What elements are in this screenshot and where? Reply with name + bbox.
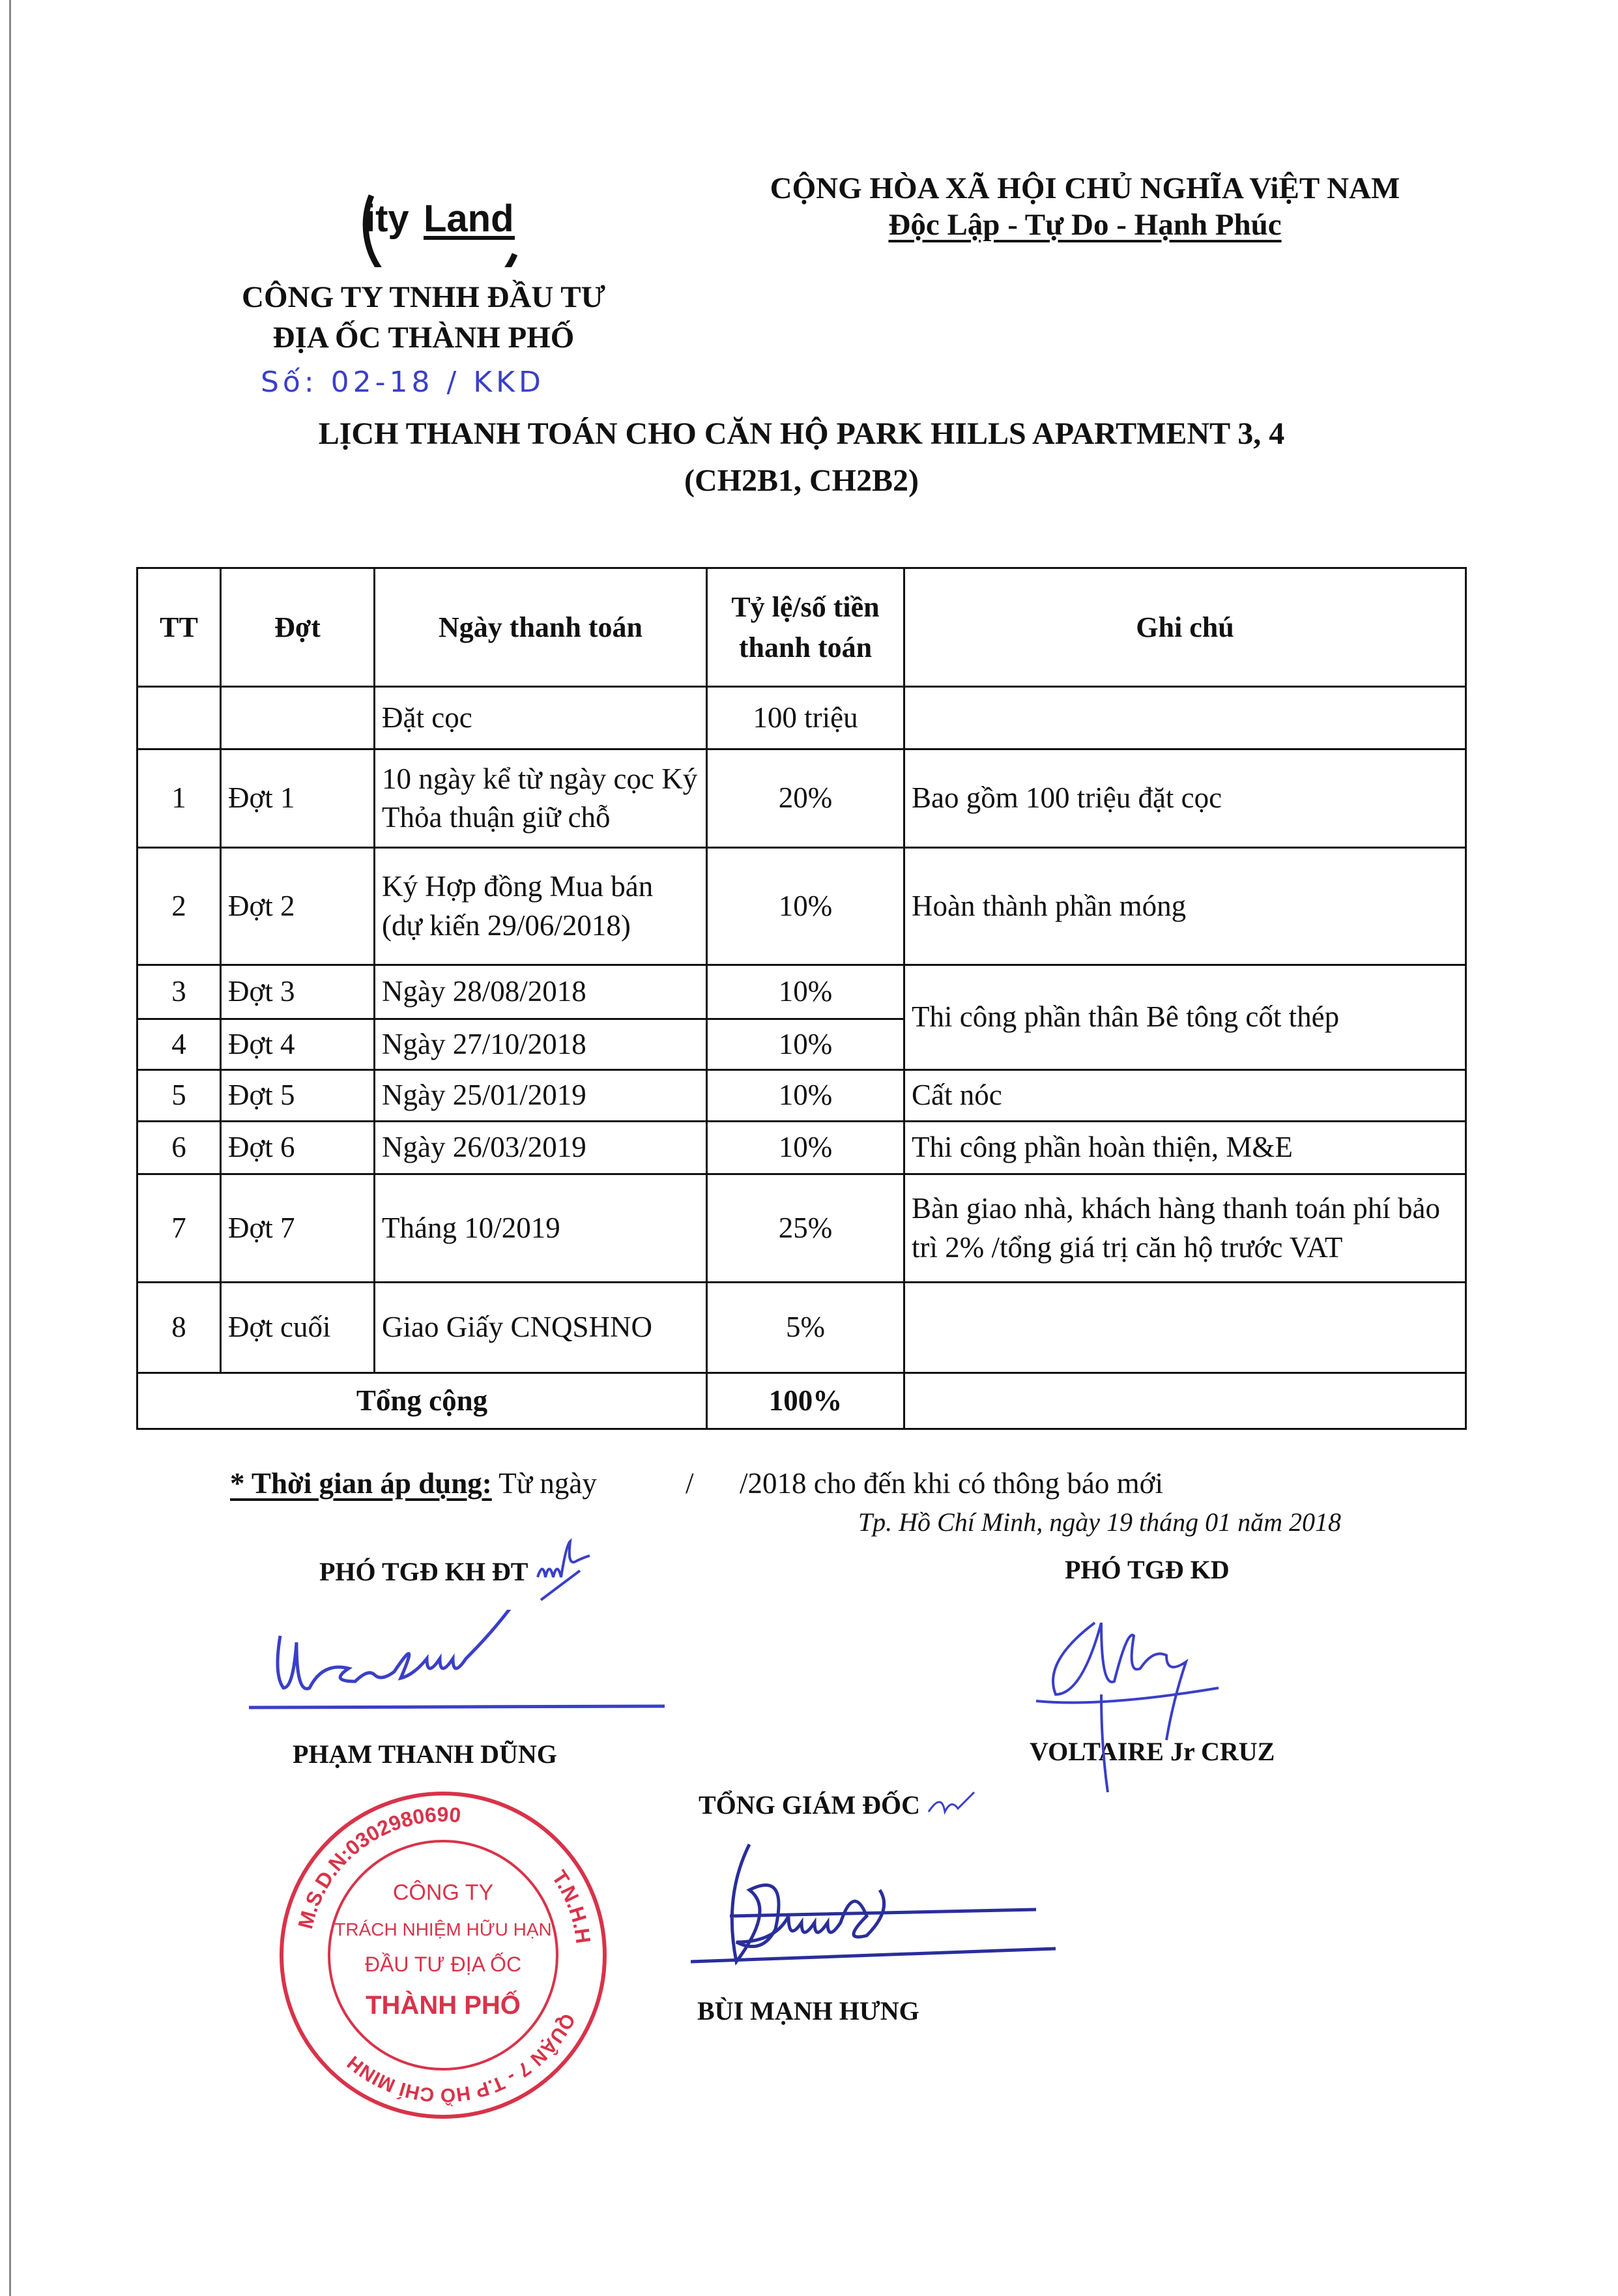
svg-text:Land: Land bbox=[424, 197, 514, 240]
cell-ty-le: 10% bbox=[707, 848, 904, 965]
apply-rest: /2018 cho đến khi có thông báo mới bbox=[740, 1467, 1163, 1500]
cell-ty-le: 10% bbox=[707, 1122, 904, 1174]
signature-pham-thanh-dung bbox=[241, 1610, 671, 1721]
header-ghi-chu: Ghi chú bbox=[904, 568, 1466, 687]
cell-ghi-chu: Thi công phần thân Bê tông cốt thép bbox=[904, 965, 1466, 1070]
cell-ty-le: 10% bbox=[707, 965, 904, 1019]
cell-ghi-chu bbox=[904, 1283, 1466, 1373]
cell-ty-le: 10% bbox=[707, 1019, 904, 1070]
table-row bbox=[137, 848, 1466, 965]
header-tt: TT bbox=[137, 568, 221, 687]
cell-dot: Đợt 6 bbox=[221, 1122, 375, 1174]
cell-ty-le: 5% bbox=[707, 1283, 904, 1373]
table-row bbox=[137, 749, 1466, 848]
cell-dot: Đợt 7 bbox=[221, 1174, 375, 1283]
cell-tt: 2 bbox=[137, 848, 221, 965]
right-signatory-name: VOLTAIRE Jr CRUZ bbox=[1030, 1737, 1275, 1766]
table-total-row bbox=[137, 1373, 1466, 1429]
cell-tt bbox=[137, 687, 221, 749]
cell-ngay: Ngày 27/10/2018 bbox=[375, 1019, 707, 1070]
cell-ty-le: 20% bbox=[707, 749, 904, 848]
cell-ngay: 10 ngày kể từ ngày cọc Ký Thỏa thuận giữ chỗ bbox=[375, 749, 707, 848]
table-row bbox=[137, 965, 1466, 1019]
cell-ngay: Ký Hợp đồng Mua bán (dự kiến 29/06/2018) bbox=[375, 848, 707, 965]
document-number: Số: 02-18 / KKD bbox=[261, 366, 545, 399]
cell-tt: 4 bbox=[137, 1019, 221, 1070]
cell-dot: Đợt 1 bbox=[221, 749, 375, 848]
left-signatory-title: PHÓ TGĐ KH ĐT bbox=[319, 1557, 528, 1586]
national-motto: Độc Lập - Tự Do - Hạnh Phúc bbox=[888, 208, 1282, 242]
header-dot: Đợt bbox=[221, 568, 375, 687]
header-ty-le: Tỷ lệ/số tiền thanh toán bbox=[707, 568, 904, 687]
initials-signature-center bbox=[925, 1786, 977, 1825]
scan-edge bbox=[9, 0, 11, 2296]
signature-voltaire-cruz bbox=[1023, 1610, 1251, 1805]
company-line2: ĐỊA ỐC THÀNH PHỐ bbox=[272, 321, 575, 355]
total-note bbox=[904, 1373, 1466, 1429]
company-name bbox=[195, 277, 652, 358]
svg-text:M.S.D.N:0302980690 bbox=[293, 1803, 462, 1931]
apply-slash: / bbox=[686, 1467, 694, 1500]
table-row bbox=[137, 1283, 1466, 1373]
right-signatory-title: PHÓ TGĐ KD bbox=[1065, 1555, 1230, 1584]
title-line1: LỊCH THANH TOÁN CHO CĂN HỘ PARK HILLS APARTMENT 3, 4 bbox=[318, 416, 1285, 451]
stamp-ring-bottom: QUẬN 7 - T.P HỒ CHÍ MINH bbox=[343, 2010, 579, 2106]
cell-ghi-chu: Bàn giao nhà, khách hàng thanh toán phí bảo trì 2% /tổng giá trị căn hộ trước VAT bbox=[904, 1174, 1466, 1283]
cell-ngay: Ngày 25/01/2019 bbox=[375, 1070, 707, 1122]
cityland-logo bbox=[332, 182, 528, 267]
company-stamp bbox=[274, 1786, 613, 2125]
apply-from: Từ ngày bbox=[498, 1467, 597, 1500]
svg-text:QUẬN 7 - T.P HỒ CHÍ MINH bbox=[343, 2010, 579, 2106]
company-line1: CÔNG TY TNHH ĐẦU TƯ bbox=[242, 280, 605, 314]
stamp-line4: THÀNH PHỐ bbox=[366, 1991, 521, 2020]
cell-dot: Đợt 2 bbox=[221, 848, 375, 965]
stamp-line1: CÔNG TY bbox=[392, 1880, 494, 1905]
total-value: 100% bbox=[707, 1373, 904, 1429]
center-signatory-title: TỔNG GIÁM ĐỐC bbox=[699, 1790, 920, 1820]
cell-ngay: Ngày 28/08/2018 bbox=[375, 965, 707, 1019]
apply-period bbox=[230, 1466, 597, 1500]
cell-dot: Đợt cuối bbox=[221, 1283, 375, 1373]
table-row bbox=[137, 687, 1466, 749]
cell-ghi-chu bbox=[904, 687, 1466, 749]
table-row bbox=[137, 1122, 1466, 1174]
cell-ghi-chu: Hoàn thành phần móng bbox=[904, 848, 1466, 965]
table-header-row bbox=[137, 568, 1466, 687]
national-header-line1: CỘNG HÒA XÃ HỘI CHỦ NGHĨA ViỆT NAM bbox=[770, 171, 1400, 205]
cell-tt: 8 bbox=[137, 1283, 221, 1373]
apply-label: * Thời gian áp dụng: bbox=[230, 1467, 492, 1500]
cell-dot: Đợt 5 bbox=[221, 1070, 375, 1122]
cell-ghi-chu: Cất nóc bbox=[904, 1070, 1466, 1122]
header-ngay: Ngày thanh toán bbox=[375, 568, 707, 687]
initials-signature-left bbox=[534, 1538, 606, 1603]
stamp-ring-top: M.S.D.N:0302980690 bbox=[293, 1802, 462, 1932]
national-header bbox=[717, 171, 1453, 242]
total-label: Tổng cộng bbox=[137, 1373, 707, 1429]
document-title bbox=[195, 411, 1408, 504]
cell-ngay: Ngày 26/03/2019 bbox=[375, 1122, 707, 1174]
cell-dot: Đợt 4 bbox=[221, 1019, 375, 1070]
center-signatory-name: BÙI MẠNH HƯNG bbox=[697, 1996, 919, 2026]
cell-ty-le: 100 triệu bbox=[707, 687, 904, 749]
cell-ty-le: 25% bbox=[707, 1174, 904, 1283]
signature-bui-manh-hung bbox=[652, 1838, 1069, 1994]
stamp-line3: ĐẦU TƯ ĐỊA ỐC bbox=[364, 1953, 522, 1976]
cell-dot bbox=[221, 687, 375, 749]
stamp-line2: TRÁCH NHIỆM HỮU HẠN bbox=[334, 1919, 552, 1940]
payment-schedule-table bbox=[136, 567, 1467, 1430]
cell-tt: 3 bbox=[137, 965, 221, 1019]
svg-text:ity: ity bbox=[365, 197, 409, 240]
cell-ghi-chu: Thi công phần hoàn thiện, M&E bbox=[904, 1122, 1466, 1174]
cell-ngay: Tháng 10/2019 bbox=[375, 1174, 707, 1283]
cell-ngay: Đặt cọc bbox=[375, 687, 707, 749]
title-line2: (CH2B1, CH2B2) bbox=[684, 463, 919, 498]
left-signatory-name: PHẠM THANH DŨNG bbox=[293, 1739, 557, 1769]
table-row bbox=[137, 1070, 1466, 1122]
table-row bbox=[137, 1174, 1466, 1283]
cell-tt: 6 bbox=[137, 1122, 221, 1174]
place-date: Tp. Hồ Chí Minh, ngày 19 tháng 01 năm 2018 bbox=[858, 1507, 1341, 1537]
stamp-ring-right: T.N.H.H bbox=[547, 1866, 596, 1945]
cell-tt: 1 bbox=[137, 749, 221, 848]
cell-ngay: Giao Giấy CNQSHNO bbox=[375, 1283, 707, 1373]
cell-ty-le: 10% bbox=[707, 1070, 904, 1122]
cell-tt: 5 bbox=[137, 1070, 221, 1122]
cell-dot: Đợt 3 bbox=[221, 965, 375, 1019]
cell-ghi-chu: Bao gồm 100 triệu đặt cọc bbox=[904, 749, 1466, 848]
cell-tt: 7 bbox=[137, 1174, 221, 1283]
